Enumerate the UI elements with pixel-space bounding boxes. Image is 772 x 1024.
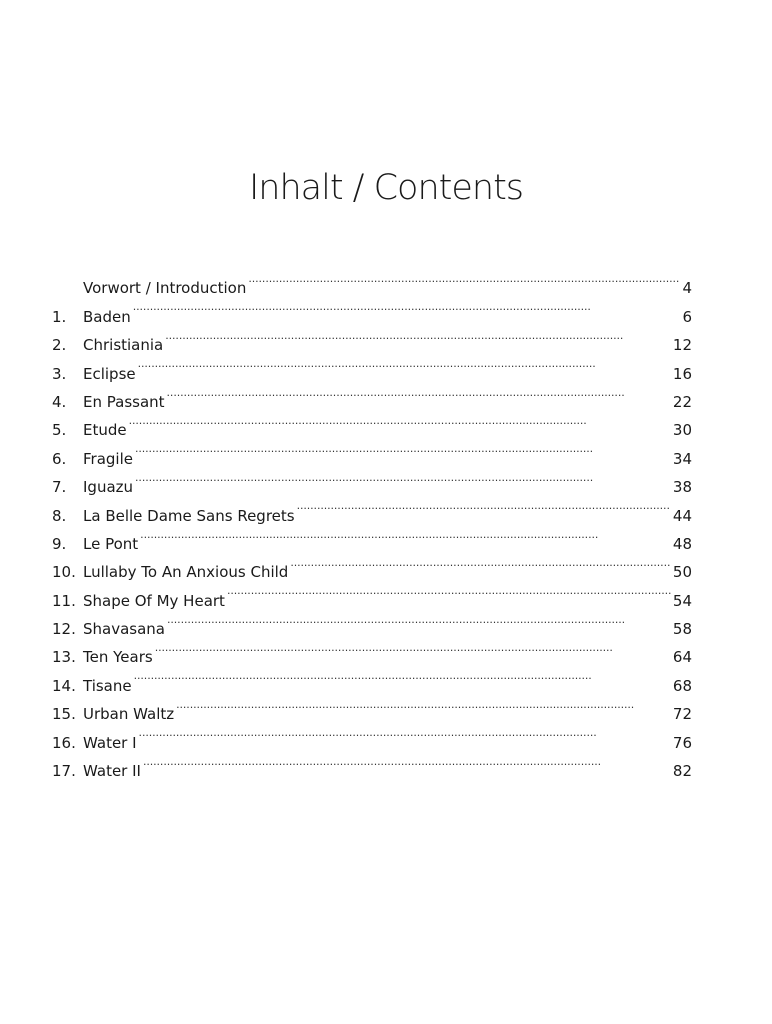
toc-entry-page: 12 bbox=[672, 336, 692, 355]
toc-entry-title: Baden bbox=[83, 307, 131, 326]
dot-leader bbox=[140, 521, 671, 549]
toc-entry-number: 12. bbox=[52, 620, 76, 639]
toc-entry-page: 48 bbox=[672, 534, 692, 553]
toc-entry[interactable] bbox=[52, 464, 692, 497]
toc-entry[interactable] bbox=[52, 521, 692, 553]
table-of-contents bbox=[52, 265, 692, 781]
toc-entry-page: 68 bbox=[672, 676, 692, 695]
toc-entry-page: 72 bbox=[672, 705, 692, 724]
toc-entry-number: 9. bbox=[52, 534, 67, 553]
toc-entry-number: 8. bbox=[52, 506, 67, 525]
toc-entry-number: 13. bbox=[52, 648, 76, 667]
toc-entry-title: Vorwort / Introduction bbox=[83, 279, 247, 298]
toc-entry[interactable] bbox=[52, 662, 692, 695]
toc-entry-title: Tisane bbox=[83, 676, 132, 695]
toc-entry-title: Shape Of My Heart bbox=[83, 591, 225, 610]
toc-entry-title: Lullaby To An Anxious Child bbox=[83, 563, 289, 582]
toc-entry-number: 1. bbox=[52, 307, 67, 326]
toc-entry-number: 17. bbox=[52, 762, 76, 781]
toc-entry-page: 34 bbox=[672, 449, 692, 468]
page-title: Inhalt / Contents bbox=[248, 168, 524, 208]
toc-entry[interactable] bbox=[52, 719, 692, 752]
toc-entry[interactable] bbox=[52, 379, 692, 411]
dot-leader bbox=[139, 719, 671, 747]
dot-leader bbox=[165, 322, 671, 350]
toc-entry-title: Fragile bbox=[83, 449, 133, 468]
toc-entry-page: 44 bbox=[672, 506, 692, 525]
toc-entry-introduction[interactable] bbox=[52, 265, 692, 298]
toc-entry-page: 4 bbox=[682, 279, 692, 298]
toc-entry-title: La Belle Dame Sans Regrets bbox=[83, 506, 295, 525]
toc-entry[interactable] bbox=[52, 322, 692, 355]
toc-entry[interactable] bbox=[52, 549, 692, 582]
dot-leader bbox=[155, 634, 671, 662]
toc-entry-page: 16 bbox=[672, 364, 692, 383]
dot-leader bbox=[135, 464, 671, 492]
toc-entry[interactable] bbox=[52, 350, 692, 383]
toc-entry[interactable] bbox=[52, 748, 692, 781]
toc-entry-number: 11. bbox=[52, 591, 76, 610]
toc-entry-page: 6 bbox=[682, 307, 692, 326]
toc-entry[interactable] bbox=[52, 407, 692, 440]
toc-entry-page: 22 bbox=[672, 392, 692, 411]
toc-entry-number: 14. bbox=[52, 676, 76, 695]
toc-entry[interactable] bbox=[52, 435, 692, 468]
toc-entry-page: 64 bbox=[672, 648, 692, 667]
toc-entry-page: 38 bbox=[672, 478, 692, 497]
toc-entry-title: Eclipse bbox=[83, 364, 136, 383]
toc-entry-page: 82 bbox=[672, 762, 692, 781]
toc-entry-title: Christiania bbox=[83, 336, 164, 355]
dot-leader bbox=[248, 265, 680, 293]
dot-leader bbox=[143, 748, 671, 776]
dot-leader bbox=[167, 379, 671, 407]
toc-entry-title: Ten Years bbox=[83, 648, 153, 667]
dot-leader bbox=[297, 492, 671, 520]
toc-entry-title: En Passant bbox=[83, 392, 165, 411]
toc-entry-page: 50 bbox=[672, 563, 692, 582]
toc-entry-page: 30 bbox=[672, 421, 692, 440]
toc-entry-title: Etude bbox=[83, 421, 127, 440]
toc-entry-number: 3. bbox=[52, 364, 67, 383]
toc-entry-number: 6. bbox=[52, 449, 67, 468]
toc-entry-title: Water I bbox=[83, 733, 137, 752]
dot-leader bbox=[176, 691, 671, 719]
toc-entry-number: 15. bbox=[52, 705, 76, 724]
toc-entry-page: 76 bbox=[672, 733, 692, 752]
dot-leader bbox=[290, 549, 671, 577]
toc-entry-page: 58 bbox=[672, 620, 692, 639]
toc-entry[interactable] bbox=[52, 691, 692, 724]
toc-entry-number: 16. bbox=[52, 733, 76, 752]
toc-entry-number: 7. bbox=[52, 478, 67, 497]
dot-leader bbox=[138, 350, 671, 378]
toc-entry-title: Iguazu bbox=[83, 478, 134, 497]
dot-leader bbox=[133, 293, 681, 321]
toc-entry-page: 54 bbox=[672, 591, 692, 610]
toc-entry-number: 5. bbox=[52, 421, 67, 440]
toc-entry-title: Water II bbox=[83, 762, 141, 781]
dot-leader bbox=[135, 435, 671, 463]
dot-leader bbox=[134, 662, 671, 690]
toc-entry-number: 2. bbox=[52, 336, 67, 355]
toc-entry-number: 10. bbox=[52, 563, 76, 582]
toc-entry[interactable] bbox=[52, 492, 692, 525]
toc-entry-title: Urban Waltz bbox=[83, 705, 175, 724]
toc-entry-title: Le Pont bbox=[83, 534, 139, 553]
dot-leader bbox=[129, 407, 671, 435]
toc-entry-number: 4. bbox=[52, 392, 67, 411]
toc-entry-title: Shavasana bbox=[83, 620, 165, 639]
dot-leader bbox=[167, 606, 671, 634]
toc-entry[interactable] bbox=[52, 293, 692, 326]
dot-leader bbox=[227, 577, 671, 605]
